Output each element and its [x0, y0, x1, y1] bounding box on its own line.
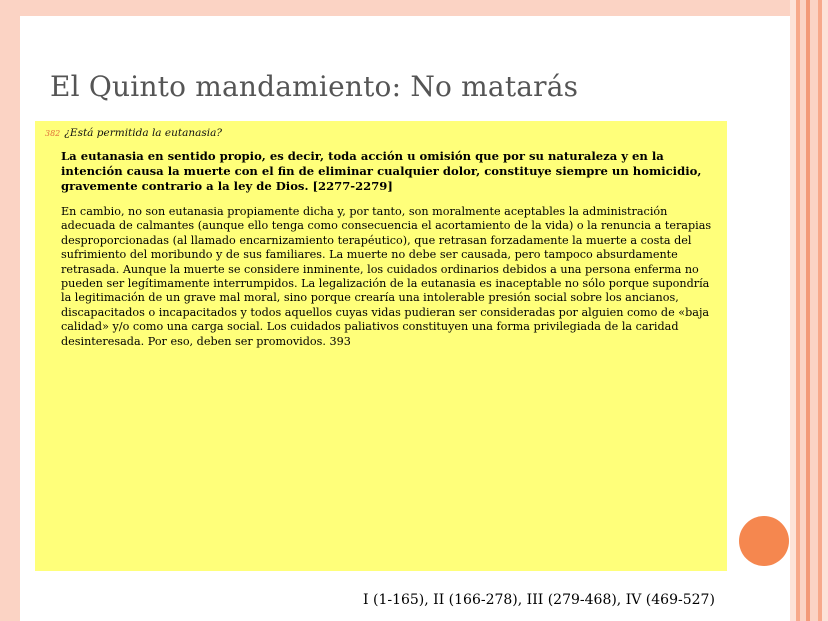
slide-border-top	[0, 0, 800, 16]
answer-body-paragraph: En cambio, no son eutanasia propiamente dicha y, por tanto, son moralmente aceptables la administración adecuada de calmantes (aunque ello tenga como consecuencia el acortamiento de la vida) o la renuncia a terapias desproporcionadas (al llamado encarnizamiento terapéutico), que retrasan forzadamente la muerte a costa del sufrimiento del moribundo y de sus familiares. La muerte no debe ser causada, pero tampoco absurdamente retrasada. Aunque la muerte se considere inminente, los cuidados ordinarios debidos a una persona enferma no pueden ser legítimamente interrumpidos. La legalización de la eutanasia es inaceptable no sólo porque supondría la legitimación de un grave mal moral, sino porque crearía una intolerable presión social sobre los ancianos, discapacitados o incapacitados y todos aquellos cuyas vidas pudieran ser consideradas por alguien como de «baja calidad» y/o como una carga social. Los cuidados paliativos constituyen una forma privilegiada de la caridad desinteresada. Por eso, deben ser promovidos. 393	[61, 205, 712, 348]
footer-section-index: I (1-165), II (166-278), III (279-468), IV (469-527)	[363, 592, 715, 608]
decorative-stripes	[790, 0, 828, 621]
question-line	[45, 127, 222, 139]
decorative-circle	[739, 516, 789, 566]
answer-bold-paragraph: La eutanasia en sentido propio, es decir, toda acción u omisión que por su naturaleza y en la intención causa la muerte con el fin de eliminar cualquier dolor, constituye siempre un homicidio, gravemente contrario a la ley de Dios. [2277-2279]	[61, 149, 702, 193]
question-text: ¿Está permitida la eutanasia?	[64, 127, 223, 139]
slide-border-left	[0, 0, 20, 621]
question-number: 382	[45, 129, 61, 138]
slide-title: El Quinto mandamiento: No matarás	[50, 70, 579, 103]
